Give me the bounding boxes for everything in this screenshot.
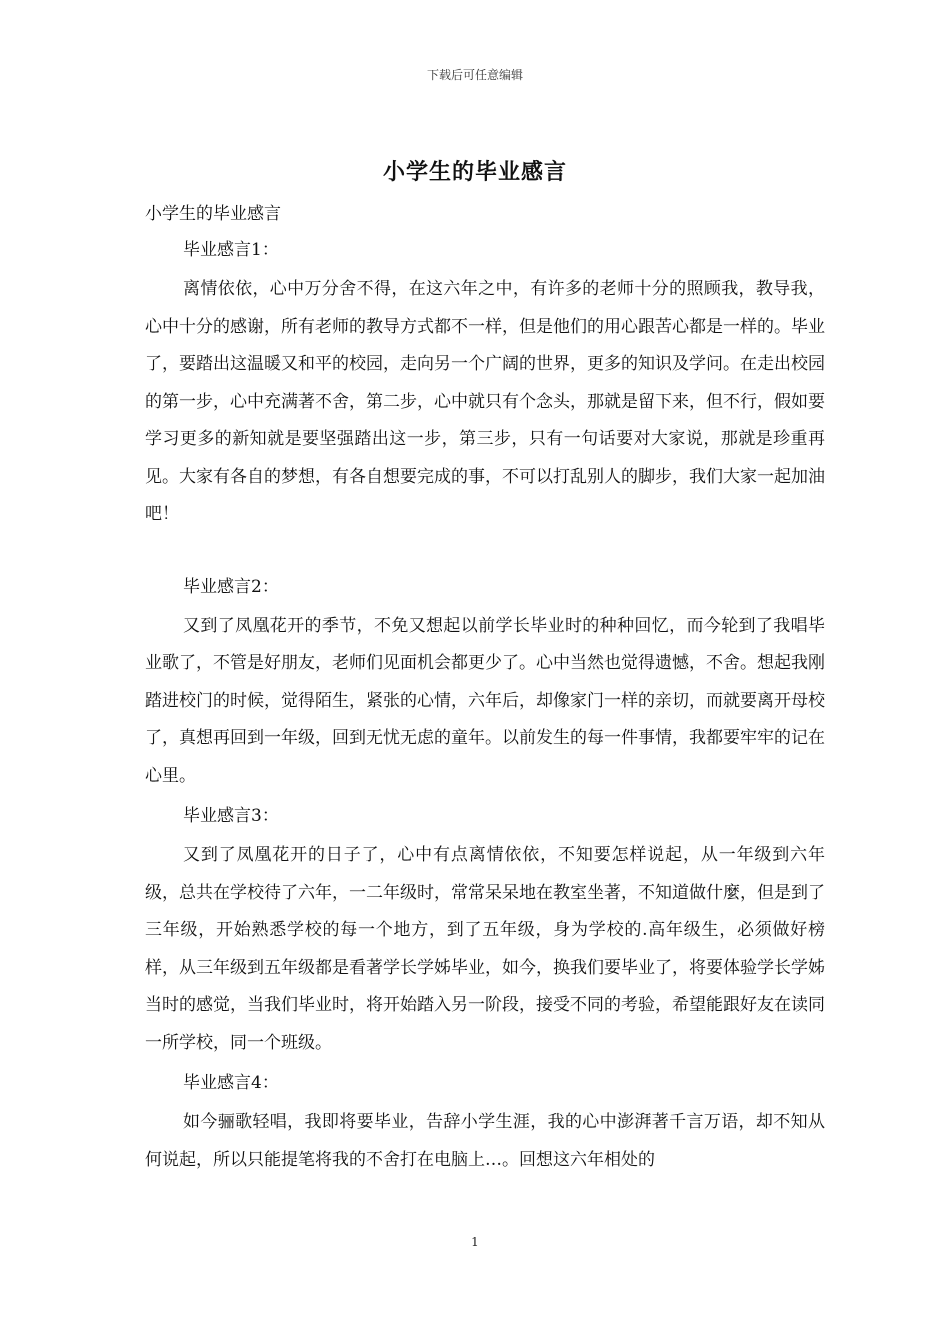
document-body [145, 199, 825, 1185]
document-subtitle: 小学生的毕业感言 [145, 204, 281, 224]
section-heading-3: 毕业感言3： [183, 806, 279, 826]
section-heading-4: 毕业感言4： [183, 1073, 279, 1093]
document-title: 小学生的毕业感言 [382, 159, 567, 185]
section-heading-2: 毕业感言2： [183, 576, 279, 597]
section-paragraph-4: 如今骊歌轻唱，我即将要毕业，告辞小学生涯，我的心中澎湃著千言万语，却不知从何说起，所以只能提笔将我的不舍打在电脑上…。回想这六年相处的 [145, 1112, 825, 1170]
section-heading-1: 毕业感言1： [183, 240, 279, 260]
section-paragraph-2: 又到了凤凰花开的季节，不免又想起以前学长毕业时的种种回忆，而今轮到了我唱毕业歌了，不管是好朋友，老师们见面机会都更少了。心中当然也觉得遗憾，不舍。想起我刚踏进校门的时候，觉得陌生，紧张的心情，六年后，却像家门一样的亲切，而就要离开母校了，真想再回到一年级，回到无忧无虑的童年。以前发生的每一件事情，我都要牢牢的记在心里。 [145, 615, 825, 786]
page-header: 下载后可任意编辑 [426, 68, 523, 82]
section-paragraph-1: 离情依依，心中万分舍不得，在这六年之中，有许多的老师十分的照顾我，教导我，心中十分的感谢，所有老师的教导方式都不一样，但是他们的用心跟苦心都是一样的。毕业了，要踏出这温暖又和平的校园，走向另一个广阔的世界，更多的知识及学问。在走出校园的第一步，心中充满著不舍，第二步，心中就只有个念头，那就是留下来，但不行，假如要学习更多的新知就是要坚强踏出这一步，第三步，只有一句话要对大家说，那就是珍重再见。大家有各自的梦想，有各自想要完成的事，不可以打乱别人的脚步，我们大家一起加油吧！ [145, 279, 825, 524]
section-paragraph-3: 又到了凤凰花开的日子了，心中有点离情依依，不知要怎样说起，从一年级到六年级，总共在学校待了六年，一二年级时，常常呆呆地在教室坐著，不知道做什麼，但是到了三年级，开始熟悉学校的每一个地方，到了五年级，身为学校的.高年级生，必须做好榜样，从三年级到五年级都是看著学长学姊毕业，如今，换我们要毕业了，将要体验学长学姊当时的感觉，当我们毕业时，将开始踏入另一阶段，接受不同的考验，希望能跟好友在读同一所学校，同一个班级。 [145, 845, 825, 1053]
page-number: 1 [471, 1235, 479, 1249]
